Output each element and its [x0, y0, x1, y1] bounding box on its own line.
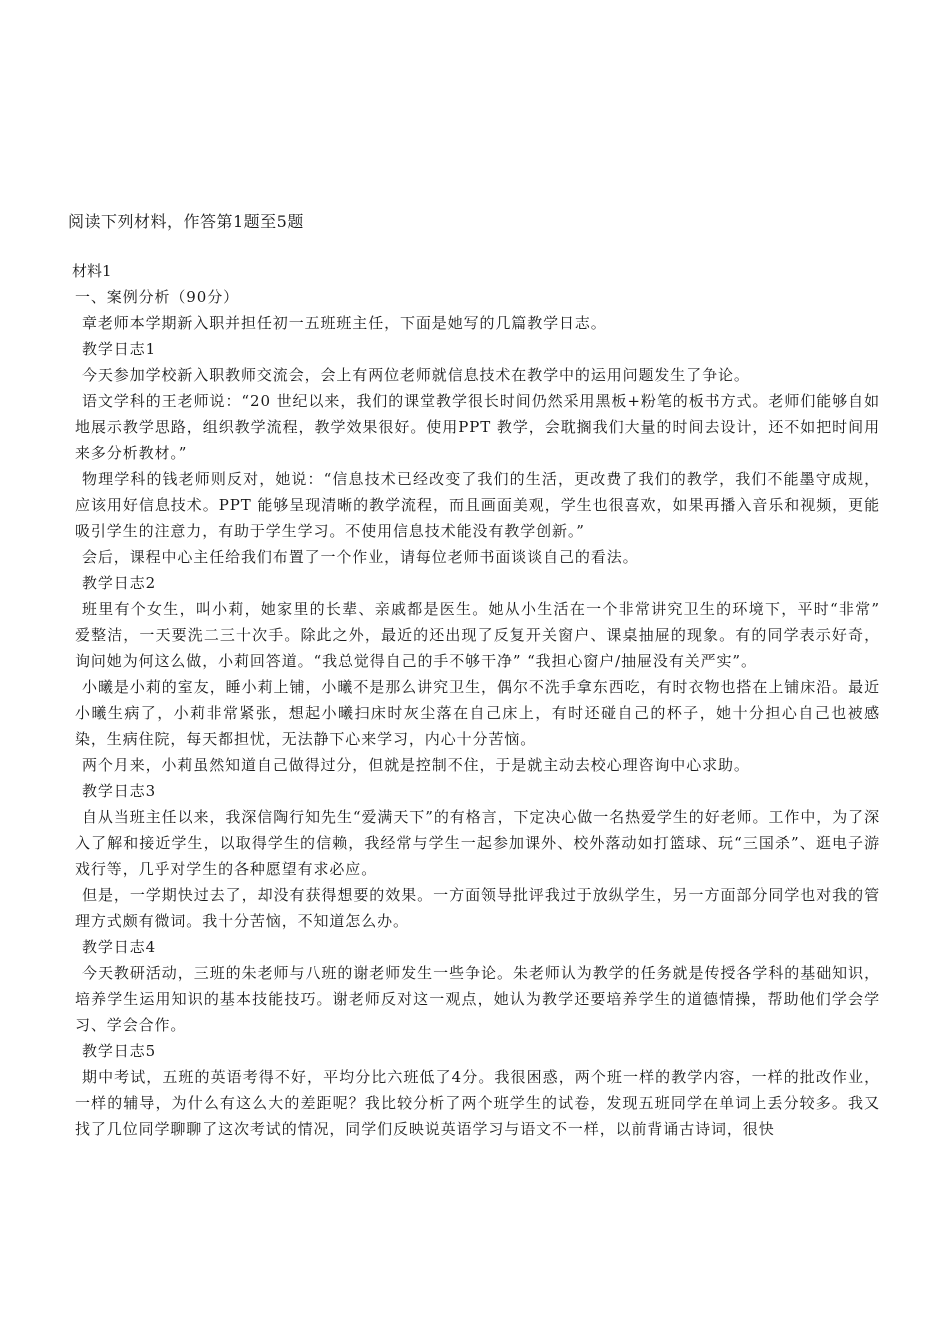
- paragraph: 但是，一学期快过去了，却没有获得想要的效果。一方面领导批评我过于放纵学生，另一方面部分同学也对我的管理方式颇有微词。我十分苦恼，不知道怎么办。: [75, 886, 880, 930]
- paragraph: 小曦是小莉的室友，睡小莉上铺，小曦不是那么讲究卫生，偶尔不洗手拿东西吃，有时衣物也搭在上铺床沿。最近小曦生病了，小莉非常紧张，想起小曦扫床时灰尘落在自己床上，有时还碰自己的杯子，她十分担心自己也被感染，生病住院，每天都担忧，无法静下心来学习，内心十分苦恼。: [75, 678, 880, 748]
- log-title: 教学日志5: [82, 1042, 157, 1060]
- document-body: [75, 284, 880, 1142]
- log-title: 教学日志2: [82, 574, 157, 592]
- material-label: 材料1: [72, 262, 112, 280]
- log-title: 教学日志3: [82, 782, 157, 800]
- paragraph: 物理学科的钱老师则反对，她说：“信息技术已经改变了我们的生活，更改费了我们的教学，我们不能墨守成规，应该用好信息技术。PPT 能够呈现清晰的教学流程，而且画面美观，学生也很喜欢，如果再播入音乐和视频，更能吸引学生的注意力，有助于学生学习。不使用信息技术能没有教学创新。”: [75, 470, 880, 540]
- paragraph: 今天教研活动，三班的朱老师与八班的谢老师发生一些争论。朱老师认为教学的任务就是传授各学科的基础知识，培养学生运用知识的基本技能技巧。谢老师反对这一观点，她认为教学还要培养学生的道德情操，帮助他们学会学习、学会合作。: [75, 964, 880, 1034]
- paragraph: 期中考试，五班的英语考得不好，平均分比六班低了4分。我很困惑，两个班一样的教学内容，一样的批改作业，一样的辅导，为什么有这么大的差距呢？我比较分析了两个班学生的试卷，发现五班同学在单词上丢分较多。我又找了几位同学聊聊了这次考试的情况，同学们反映说英语学习与语文不一样，以前背诵古诗词，很快: [75, 1068, 880, 1138]
- reading-instruction: 阅读下列材料，作答第1题至5题: [68, 212, 304, 231]
- log-title: 教学日志1: [82, 340, 157, 358]
- section-heading: 一、案例分析（90分）: [75, 288, 239, 306]
- paragraph: 语文学科的王老师说：“20 世纪以来，我们的课堂教学很长时间仍然采用黑板+粉笔的板书方式。老师们能够自如地展示教学思路，组织教学流程，教学效果很好。使用PPT 教学，会耽搁我们大量的时间去设计，还不如把时间用来多分析教材。”: [75, 392, 880, 462]
- paragraph: 今天参加学校新入职教师交流会，会上有两位老师就信息技术在教学中的运用问题发生了争论。: [82, 366, 750, 384]
- paragraph: 班里有个女生，叫小莉，她家里的长辈、亲戚都是医生。她从小生活在一个非常讲究卫生的环境下，平时“非常” 爱整洁，一天要洗二三十次手。除此之外，最近的还出现了反复开关窗户、课桌抽屉的现象。有的同学表示好奇，询问她为何这么做，小莉回答道。“我总觉得自己的手不够干净” “我担心窗户/抽屉没有关严实”。: [75, 600, 880, 670]
- paragraph: 自从当班主任以来，我深信陶行知先生“爱满天下”的有格言，下定决心做一名热爱学生的好老师。工作中，为了深入了解和接近学生，以取得学生的信赖，我经常与学生一起参加课外、校外落动如打篮球、玩“三国杀”、逛电子游戏行等，几乎对学生的各种愿望有求必应。: [75, 808, 880, 878]
- paragraph: 会后，课程中心主任给我们布置了一个作业，请每位老师书面谈谈自己的看法。: [82, 548, 639, 566]
- paragraph: 章老师本学期新入职并担任初一五班班主任，下面是她写的几篇教学日志。: [82, 314, 607, 332]
- paragraph: 两个月来，小莉虽然知道自己做得过分，但就是控制不住，于是就主动去校心理咨询中心求助。: [82, 756, 750, 774]
- log-title: 教学日志4: [82, 938, 157, 956]
